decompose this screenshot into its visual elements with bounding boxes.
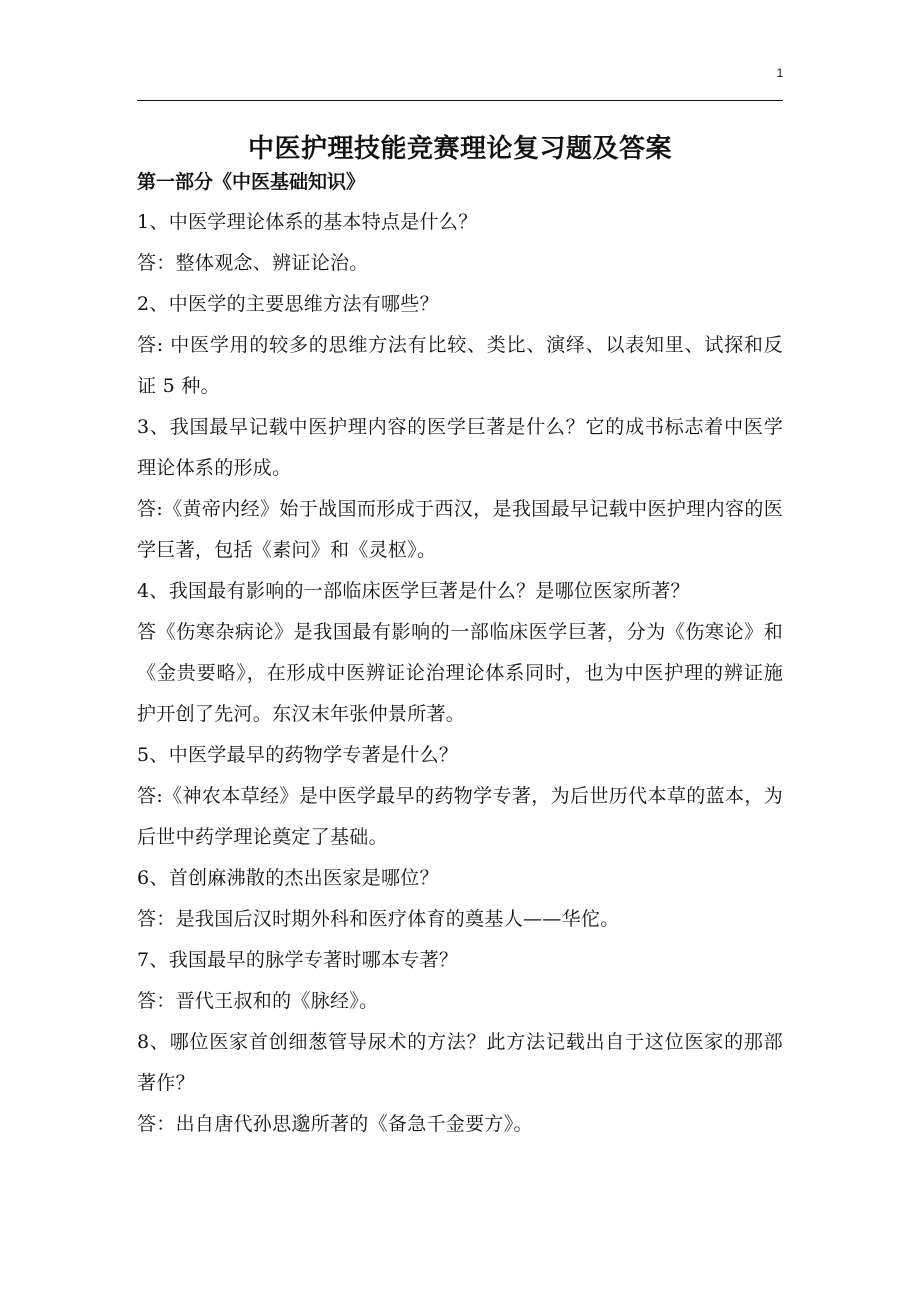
answer-4: 答《伤寒杂病论》是我国最有影响的一部临床医学巨著，分为《伤寒论》和《金贵要略》，在形成中医辨证论治理论体系同时，也为中医护理的辨证施护开创了先河。东汉末年张仲景所著。 [137,621,783,725]
answer-5: 答:《神农本草经》是中医学最早的药物学专著，为后世历代本草的蓝本，为后世中药学理论奠定了基础。 [137,785,783,848]
question-7: 7、我国最早的脉学专著时哪本专著？ [137,949,459,971]
answer-6: 答：是我国后汉时期外科和医疗体育的奠基人——华佗。 [137,908,620,930]
header-rule [137,100,783,101]
answer-2: 答: 中医学用的较多的思维方法有比较、类比、演绎、以表知里、试探和反证 5 种。 [137,334,783,397]
section-heading: 第一部分《中医基础知识》 [137,171,366,193]
answer-8: 答：出自唐代孙思邈所著的《备急千金要方》。 [137,1113,533,1135]
page-number: 1 [776,66,784,80]
answer-7: 答：晋代王叔和的《脉经》。 [137,990,379,1012]
question-2: 2、中医学的主要思维方法有哪些？ [137,293,439,315]
question-6: 6、首创麻沸散的杰出医家是哪位？ [137,867,439,889]
answer-1: 答：整体观念、辨证论治。 [137,252,369,274]
question-5: 5、中医学最早的药物学专著是什么？ [137,744,459,766]
question-8: 8、哪位医家首创细葱管导尿术的方法？此方法记载出自于这位医家的那部著作？ [137,1031,783,1094]
question-1: 1、中医学理论体系的基本特点是什么？ [137,211,478,233]
answer-3: 答:《黄帝内经》始于战国而形成于西汉，是我国最早记载中医护理内容的医学巨著，包括《素问》和《灵枢》。 [137,498,783,561]
document-body [137,162,783,1145]
document-title: 中医护理技能竞赛理论复习题及答案 [247,134,672,165]
question-3: 3、我国最早记载中医护理内容的医学巨著是什么？它的成书标志着中医学理论体系的形成。 [137,416,783,479]
question-4: 4、我国最有影响的一部临床医学巨著是什么？是哪位医家所著？ [137,580,690,602]
